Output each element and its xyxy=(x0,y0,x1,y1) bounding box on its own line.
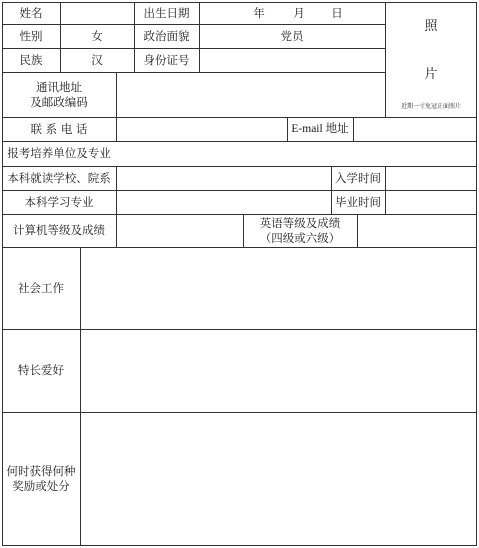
photo-char-1: 照 xyxy=(424,18,438,34)
political-status-value[interactable]: 党员 xyxy=(280,28,304,43)
form-border-bottom xyxy=(2,545,477,546)
birth-date-label: 出生日期 xyxy=(143,5,190,20)
enroll-time-label: 入学时间 xyxy=(335,170,381,185)
awards-label-line-2: 奖励或处分 xyxy=(12,478,70,493)
form-border-right xyxy=(476,2,477,546)
gender-value[interactable]: 女 xyxy=(91,28,103,43)
name-label: 姓名 xyxy=(19,5,43,20)
undergrad-school-label: 本科就读学校、院系 xyxy=(7,170,111,185)
address-label-line-2: 及邮政编码 xyxy=(30,94,88,109)
address-label xyxy=(2,72,116,117)
graduation-time-value-cell[interactable] xyxy=(386,191,476,214)
awards-value-cell[interactable] xyxy=(81,413,476,545)
photo-note: 近期一寸免冠正面照片 xyxy=(400,102,461,110)
apply-unit-major-label: 报考培养单位及专业 xyxy=(7,146,111,160)
ethnicity-value[interactable]: 汉 xyxy=(91,52,103,67)
english-level-label-line-2: （四级或六级） xyxy=(259,230,341,245)
undergrad-major-value-cell[interactable] xyxy=(117,191,331,214)
id-number-label: 身份证号 xyxy=(143,52,190,67)
undergrad-school-value-cell[interactable] xyxy=(117,167,331,190)
awards-label xyxy=(2,412,80,545)
photo-char-2: 片 xyxy=(424,66,438,82)
graduation-time-label: 毕业时间 xyxy=(335,194,381,209)
phone-label: 联 系 电 话 xyxy=(30,121,88,136)
hobbies-label: 特长爱好 xyxy=(18,363,64,377)
name-value-cell[interactable] xyxy=(61,3,134,24)
ethnicity-label: 民族 xyxy=(19,52,43,67)
english-level-label-line-1: 英语等级及成绩 xyxy=(259,215,341,230)
computer-level-label: 计算机等级及成绩 xyxy=(13,223,105,237)
apply-unit-major-value-cell[interactable] xyxy=(117,142,476,166)
email-value-cell[interactable] xyxy=(354,118,476,141)
birth-day-label: 日 xyxy=(331,5,343,20)
computer-level-value-cell[interactable] xyxy=(117,215,243,247)
english-level-value-cell[interactable] xyxy=(358,215,476,247)
phone-value-cell[interactable] xyxy=(117,118,287,141)
birth-year-label: 年 xyxy=(253,5,265,20)
birth-month-label: 月 xyxy=(293,5,305,20)
address-label-line-1: 通讯地址 xyxy=(36,79,82,94)
social-work-label: 社会工作 xyxy=(18,280,64,295)
social-work-value-cell[interactable] xyxy=(81,248,476,329)
gender-label: 性别 xyxy=(19,28,43,43)
email-label: E-mail 地址 xyxy=(291,122,349,135)
undergrad-major-label: 本科学习专业 xyxy=(24,194,94,209)
hobbies-value-cell[interactable] xyxy=(81,330,476,412)
id-number-value-cell[interactable] xyxy=(200,49,385,72)
awards-label-line-1: 何时获得何种 xyxy=(6,463,76,478)
english-level-label xyxy=(243,214,357,247)
address-value-cell[interactable] xyxy=(117,73,385,117)
enroll-time-value-cell[interactable] xyxy=(386,167,476,190)
political-status-label: 政治面貌 xyxy=(143,28,190,43)
